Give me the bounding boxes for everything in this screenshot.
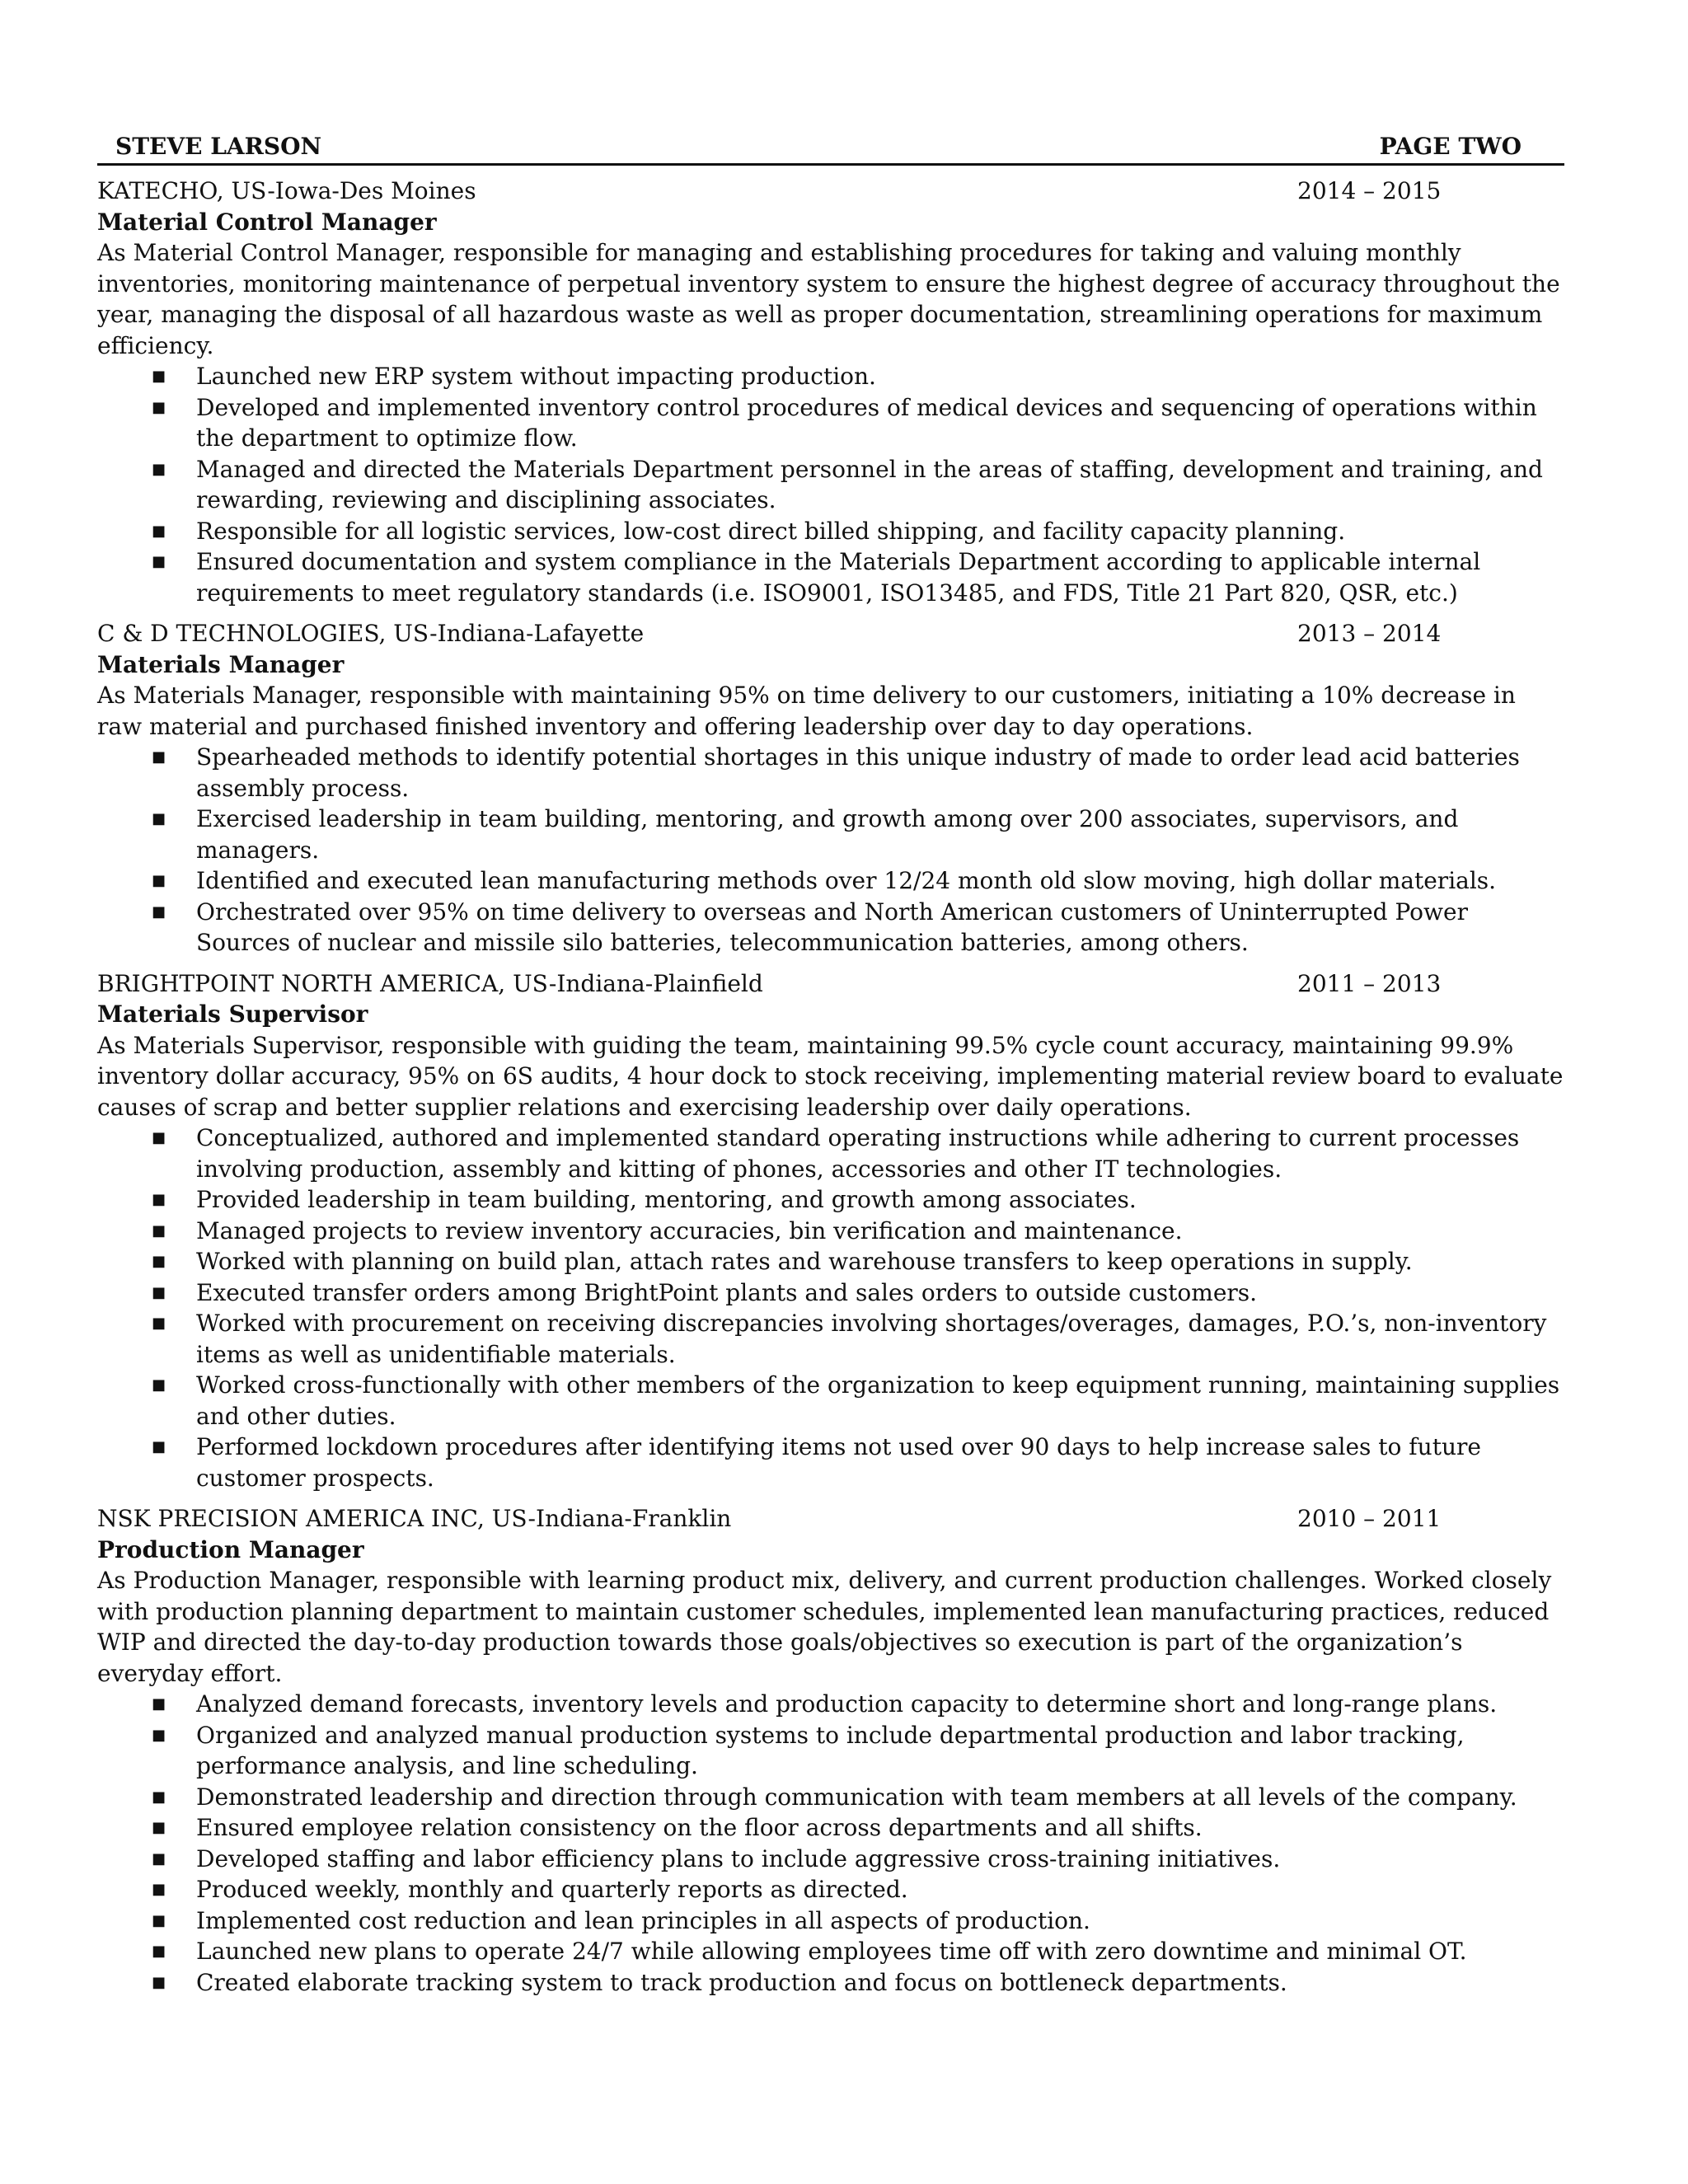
bullet-square-icon: ■ (152, 1911, 166, 1929)
bullet-text: Analyzed demand forecasts, inventory levels and production capacity to determine short and long-range plans. (196, 1690, 1498, 1718)
job-entry-nsk-precision (97, 1503, 1564, 1998)
bullet-text: Provided leadership in team building, mentoring, and growth among associates. (196, 1186, 1137, 1213)
bullet-square-icon: ■ (152, 1283, 166, 1301)
bullet-text: Conceptualized, authored and implemented standard operating instructions while adhering to current processes involving production, assembly and kitting of phones, accessories and other IT technologies. (196, 1124, 1520, 1183)
bullet-text: Developed staffing and labor efficiency plans to include aggressive cross-training initiatives. (196, 1844, 1281, 1872)
list-item (97, 1936, 1564, 1967)
job-summary: As Material Control Manager, responsible for managing and establishing procedures for taking and valuing monthly inventories, monitoring maintenance of perpetual inventory system to ensure the highest degree of accuracy throughout the year, managing the disposal of all hazardous waste as well as proper documentation, streamlining operations for maximum efficiency. (97, 239, 1560, 359)
job-dates: 2014 – 2015 (1297, 177, 1442, 204)
bullet-square-icon: ■ (152, 398, 166, 416)
list-item (97, 1689, 1564, 1720)
bullet-text: Ensured documentation and system compliance in the Materials Department according to applicable internal requirements to meet regulatory standards (i.e. ISO9001, ISO13485, and FDS, Title 21 Part 820, QSR, etc.) (196, 548, 1481, 607)
list-item (97, 1905, 1564, 1937)
candidate-name: STEVE LARSON (115, 133, 322, 160)
bullet-square-icon: ■ (152, 902, 166, 921)
job-title: Production Manager (97, 1535, 364, 1563)
bullet-square-icon: ■ (152, 1191, 166, 1208)
list-item (97, 1184, 1564, 1216)
bullet-square-icon: ■ (152, 748, 166, 766)
bullet-text: Worked with procurement on receiving discrepancies involving shortages/overages, damages, P.O.’s, non-inventory items as well as unidentifiable materials. (196, 1310, 1547, 1368)
bullet-square-icon: ■ (152, 1438, 166, 1455)
resume-page (97, 132, 1564, 1998)
bullet-text: Spearheaded methods to identify potential shortages in this unique industry of made to order lead acid batteries assembly process. (196, 743, 1520, 802)
list-item (97, 1308, 1564, 1370)
bullet-square-icon: ■ (152, 1849, 166, 1868)
list-item (97, 1432, 1564, 1493)
job-bullet-list (97, 742, 1564, 958)
bullet-text: Produced weekly, monthly and quarterly reports as directed. (196, 1876, 908, 1903)
bullet-square-icon: ■ (152, 1376, 166, 1394)
list-item (97, 516, 1564, 547)
list-item (97, 742, 1564, 804)
bullet-text: Managed and directed the Materials Department personnel in the areas of staffing, development and training, and rewarding, reviewing and disciplining associates. (196, 455, 1543, 513)
list-item (97, 865, 1564, 897)
company-name: NSK PRECISION AMERICA INC, US-Indiana-Franklin (97, 1505, 732, 1532)
bullet-square-icon: ■ (152, 810, 166, 827)
list-item (97, 1967, 1564, 1999)
list-item (97, 1874, 1564, 1905)
bullet-text: Identified and executed lean manufacturing methods over 12/24 month old slow moving, high dollar materials. (196, 867, 1497, 894)
bullet-text: Implemented cost reduction and lean principles in all aspects of production. (196, 1906, 1090, 1934)
list-item (97, 1277, 1564, 1309)
bullet-square-icon: ■ (152, 460, 166, 478)
bullet-text: Exercised leadership in team building, mentoring, and growth among over 200 associates, supervisors, and managers. (196, 805, 1459, 864)
bullet-text: Executed transfer orders among BrightPoint plants and sales orders to outside customers. (196, 1278, 1258, 1306)
list-item (97, 804, 1564, 865)
bullet-square-icon: ■ (152, 1129, 166, 1146)
job-entry-cd-technologies (97, 618, 1564, 958)
list-item (97, 1216, 1564, 1247)
page-number-label: PAGE TWO (1379, 133, 1522, 160)
bullet-square-icon: ■ (152, 522, 166, 540)
job-dates: 2013 – 2014 (1297, 620, 1442, 647)
list-item (97, 1122, 1564, 1184)
bullet-square-icon: ■ (152, 1881, 166, 1898)
bullet-text: Launched new plans to operate 24/7 while allowing employees time off with zero downtime and minimal OT. (196, 1938, 1467, 1965)
job-bullet-list (97, 1689, 1564, 1998)
bullet-text: Organized and analyzed manual production systems to include departmental production and labor tracking, performance analysis, and line scheduling. (196, 1721, 1465, 1779)
bullet-square-icon: ■ (152, 872, 166, 889)
bullet-text: Developed and implemented inventory control procedures of medical devices and sequencing of operations within the department to optimize flow. (196, 393, 1537, 452)
bullet-square-icon: ■ (152, 368, 166, 385)
job-summary: As Materials Manager, responsible with maintaining 95% on time delivery to our customers, initiating a 10% decrease in raw material and purchased finished inventory and offering leadership over day to day operations. (97, 682, 1516, 740)
bullet-text: Created elaborate tracking system to track production and focus on bottleneck departments. (196, 1968, 1287, 1996)
bullet-text: Worked with planning on build plan, attach rates and warehouse transfers to keep operations in supply. (196, 1248, 1413, 1275)
bullet-square-icon: ■ (152, 1726, 166, 1744)
company-name: C & D TECHNOLOGIES, US-Indiana-Lafayette (97, 620, 645, 647)
job-heading (97, 176, 1564, 207)
company-name: BRIGHTPOINT NORTH AMERICA, US-Indiana-Plainfield (97, 969, 763, 997)
bullet-text: Performed lockdown procedures after identifying items not used over 90 days to help increase sales to future customer prospects. (196, 1433, 1481, 1492)
bullet-text: Managed projects to review inventory accuracies, bin verification and maintenance. (196, 1216, 1183, 1244)
bullet-text: Worked cross-functionally with other members of the organization to keep equipment running, maintaining supplies and other duties. (196, 1371, 1560, 1430)
job-heading (97, 1503, 1564, 1535)
job-title: Materials Manager (97, 650, 345, 678)
list-item (97, 1246, 1564, 1277)
list-item (97, 1844, 1564, 1875)
bullet-square-icon: ■ (152, 1973, 166, 1991)
list-item (97, 1370, 1564, 1432)
bullet-text: Orchestrated over 95% on time delivery to overseas and North American customers of Uninterrupted Power Sources of nuclear and missile silo batteries, telecommunication batteries, among others. (196, 898, 1468, 956)
list-item (97, 546, 1564, 608)
bullet-text: Responsible for all logistic services, low-cost direct billed shipping, and facility capacity planning. (196, 517, 1346, 545)
bullet-square-icon: ■ (152, 1819, 166, 1836)
bullet-square-icon: ■ (152, 1315, 166, 1332)
list-item (97, 1782, 1564, 1813)
list-item (97, 1720, 1564, 1782)
job-title: Material Control Manager (97, 208, 437, 236)
company-name: KATECHO, US-Iowa-Des Moines (97, 177, 476, 204)
job-entry-brightpoint (97, 968, 1564, 1494)
list-item (97, 454, 1564, 516)
bullet-text: Launched new ERP system without impacting production. (196, 363, 876, 390)
bullet-square-icon: ■ (152, 1788, 166, 1806)
bullet-text: Demonstrated leadership and direction through communication with team members at all levels of the company. (196, 1783, 1517, 1811)
job-heading (97, 968, 1564, 1000)
bullet-square-icon: ■ (152, 1221, 166, 1240)
bullet-square-icon: ■ (152, 553, 166, 570)
job-heading (97, 618, 1564, 649)
job-bullet-list (97, 361, 1564, 608)
bullet-text: Ensured employee relation consistency on the floor across departments and all shifts. (196, 1814, 1203, 1841)
bullet-square-icon: ■ (152, 1943, 166, 1960)
list-item (97, 1812, 1564, 1844)
job-bullet-list (97, 1122, 1564, 1493)
page-header (97, 132, 1564, 166)
job-summary: As Materials Supervisor, responsible with guiding the team, maintaining 99.5% cycle count accuracy, maintaining 99.9% inventory dollar accuracy, 95% on 6S audits, 4 hour dock to stock receiving, implementing material review board to evaluate causes of scrap and better supplier relations and exercising leadership over daily operations. (97, 1031, 1564, 1121)
list-item (97, 897, 1564, 958)
job-dates: 2011 – 2013 (1297, 969, 1442, 997)
job-summary: As Production Manager, responsible with learning product mix, delivery, and current production challenges. Worked closely with production planning department to maintain customer schedules, implemented lean manufacturing practices, reduced WIP and directed the day-to-day production towards those goals/objectives so execution is part of the organization’s everyday effort. (97, 1567, 1552, 1687)
list-item (97, 392, 1564, 454)
bullet-square-icon: ■ (152, 1253, 166, 1270)
job-entry-katecho (97, 176, 1564, 608)
job-title: Materials Supervisor (97, 1001, 368, 1028)
bullet-square-icon: ■ (152, 1695, 166, 1713)
list-item (97, 361, 1564, 392)
job-dates: 2010 – 2011 (1297, 1505, 1442, 1532)
